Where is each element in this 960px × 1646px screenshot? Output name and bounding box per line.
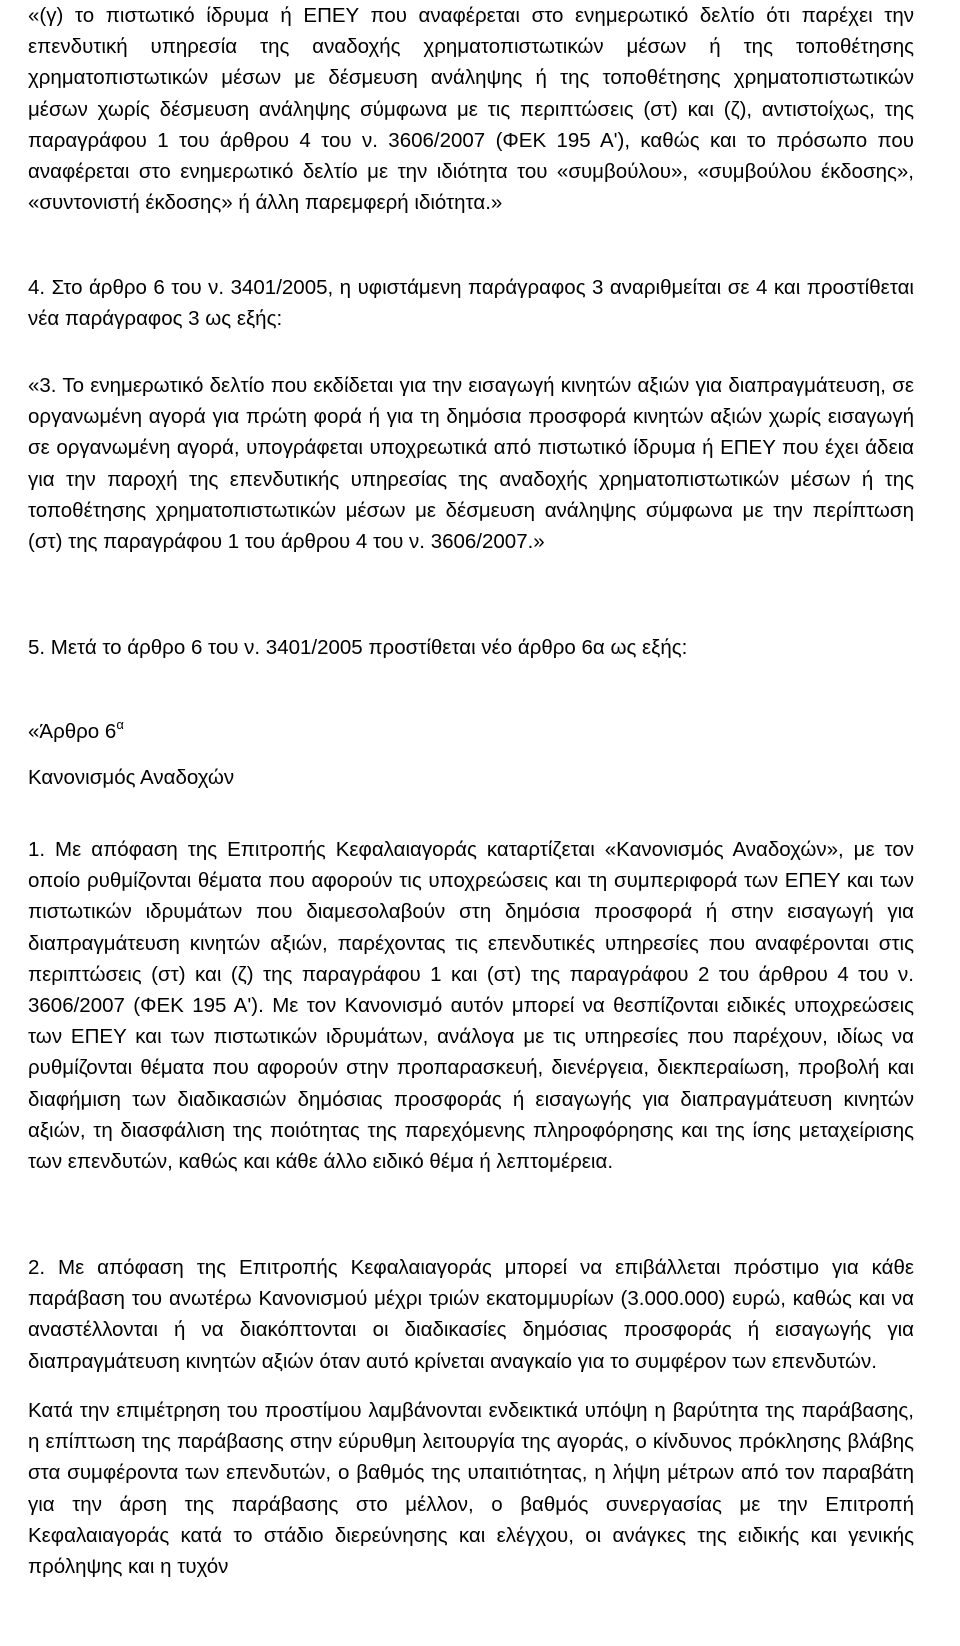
article-heading-superscript: α [116, 717, 124, 732]
article-paragraph-2: 2. Με απόφαση της Επιτροπής Κεφαλαιαγοράς μπορεί να επιβάλλεται πρόστιμο για κάθε παράβαση του ανωτέρω Κανονισμού μέχρι τριών εκατομμυρίων (3.000.000) ευρώ, καθώς και να αναστέλλονται ή να διακόπτονται οι διαδικασίες δημόσιας προσφοράς ή εισαγωγής για διαπραγμάτευση κινητών αξιών όταν αυτό κρίνεται αναγκαίο για το συμφέρον των επενδυτών. [28, 1256, 914, 1373]
point-4-paragraph: 4. Στο άρθρο 6 του ν. 3401/2005, η υφιστάμενη παράγραφος 3 αναριθμείται σε 4 και προστίθεται νέα παράγραφος 3 ως εξής: [28, 276, 914, 331]
paragraph-3-text: «3. Το ενημερωτικό δελτίο που εκδίδεται για την εισαγωγή κινητών αξιών για διαπραγμάτευση, σε οργανωμένη αγορά για πρώτη φορά ή για τη δημόσια προσφορά κινητών αξιών χωρίς εισαγωγή σε οργανωμένη αγορά, υπογράφεται υποχρεωτικά από πιστωτικό ίδρυμα ή ΕΠΕΥ που έχει άδεια για την παροχή της επενδυτικής υπηρεσίας της αναδοχής χρηματοπιστωτικών μέσων ή της τοποθέτησης χρηματοπιστωτικών μέσων με δέσμευση ανάληψης σύμφωνα με την περίπτωση (στ) της παραγράφου 1 του άρθρου 4 του ν. 3606/2007.» [28, 374, 914, 554]
article-paragraph-1: 1. Με απόφαση της Επιτροπής Κεφαλαιαγοράς καταρτίζεται «Κανονισμός Αναδοχών», με τον οποίο ρυθμίζονται θέματα που αφορούν τις υποχρεώσεις και τη συμπεριφορά των ΕΠΕΥ και των πιστωτικών ιδρυμάτων που διαμεσολαβούν στη δημόσια προσφορά ή στην εισαγωγή για διαπραγμάτευση κινητών αξιών, παρέχοντας τις επενδυτικές υπηρεσίες που αναφέρονται στις περιπτώσεις (στ) και (ζ) της παραγράφου 1 και (στ) της παραγράφου 2 του άρθρου 4 του ν. 3606/2007 (ΦΕΚ 195 Α'). Με τον Κανονισμό αυτόν μπορεί να θεσπίζονται ειδικές υποχρεώσεις των ΕΠΕΥ και των πιστωτικών ιδρυμάτων, ανάλογα με τις υπηρεσίες που παρέχουν, ιδίως να ρυθμίζονται θέματα που αφορούν στην προπαρασκευή, διενέργεια, διεκπεραίωση, προβολή και διαφήμιση των διαδικασιών δημόσιας προσφοράς ή εισαγωγής για διαπραγμάτευση κινητών αξιών, τη διασφάλιση της ποιότητας της παρεχόμενης πληροφόρησης και της ίσης μεταχείρισης των επενδυτών, καθώς και κάθε άλλο ειδικό θέμα ή λεπτομέρεια. [28, 838, 914, 1174]
article-heading-text: «Άρθρο 6 [28, 720, 117, 743]
article-title: Κανονισμός Αναδοχών [28, 766, 235, 789]
intro-paragraph: «(γ) το πιστωτικό ίδρυμα ή ΕΠΕΥ που αναφέρεται στο ενημερωτικό δελτίο ότι παρέχει την επενδυτική υπηρεσία της αναδοχής χρηματοπιστωτικών μέσων ή της τοποθέτησης χρηματοπιστωτικών μέσων με δέσμευση ανάληψης ή της τοποθέτησης χρηματοπιστωτικών μέσων χωρίς δέσμευση ανάληψης σύμφωνα με τις περιπτώσεις (στ) και (ζ), αντιστοίχως, της παραγράφου 1 του άρθρου 4 του ν. 3606/2007 (ΦΕΚ 195 Α'), καθώς και το πρόσωπο που αναφέρεται στο ενημερωτικό δελτίο με την ιδιότητα του «συμβούλου», «συμβούλου έκδοσης», «συντονιστή έκδοσης» ή άλλη παρεμφερή ιδιότητα.» [28, 4, 914, 215]
article-heading [28, 716, 124, 747]
point-5-paragraph: 5. Μετά το άρθρο 6 του ν. 3401/2005 προστίθεται νέο άρθρο 6α ως εξής: [28, 636, 688, 659]
penalty-paragraph: Κατά την επιμέτρηση του προστίμου λαμβάνονται ενδεικτικά υπόψη η βαρύτητα της παράβασης, η επίπτωση της παράβασης στην εύρυθμη λειτουργία της αγοράς, ο κίνδυνος πρόκλησης βλάβης στα συμφέροντα των επενδυτών, ο βαθμός της υπαιτιότητας, η λήψη μέτρων από τον παραβάτη για την άρση της παράβασης στο μέλλον, ο βαθμός συνεργασίας με την Επιτροπή Κεφαλαιαγοράς κατά το στάδιο διερεύνησης και ελέγχου, οι ανάγκες της ειδικής και γενικής πρόληψης και η τυχόν [28, 1399, 914, 1579]
